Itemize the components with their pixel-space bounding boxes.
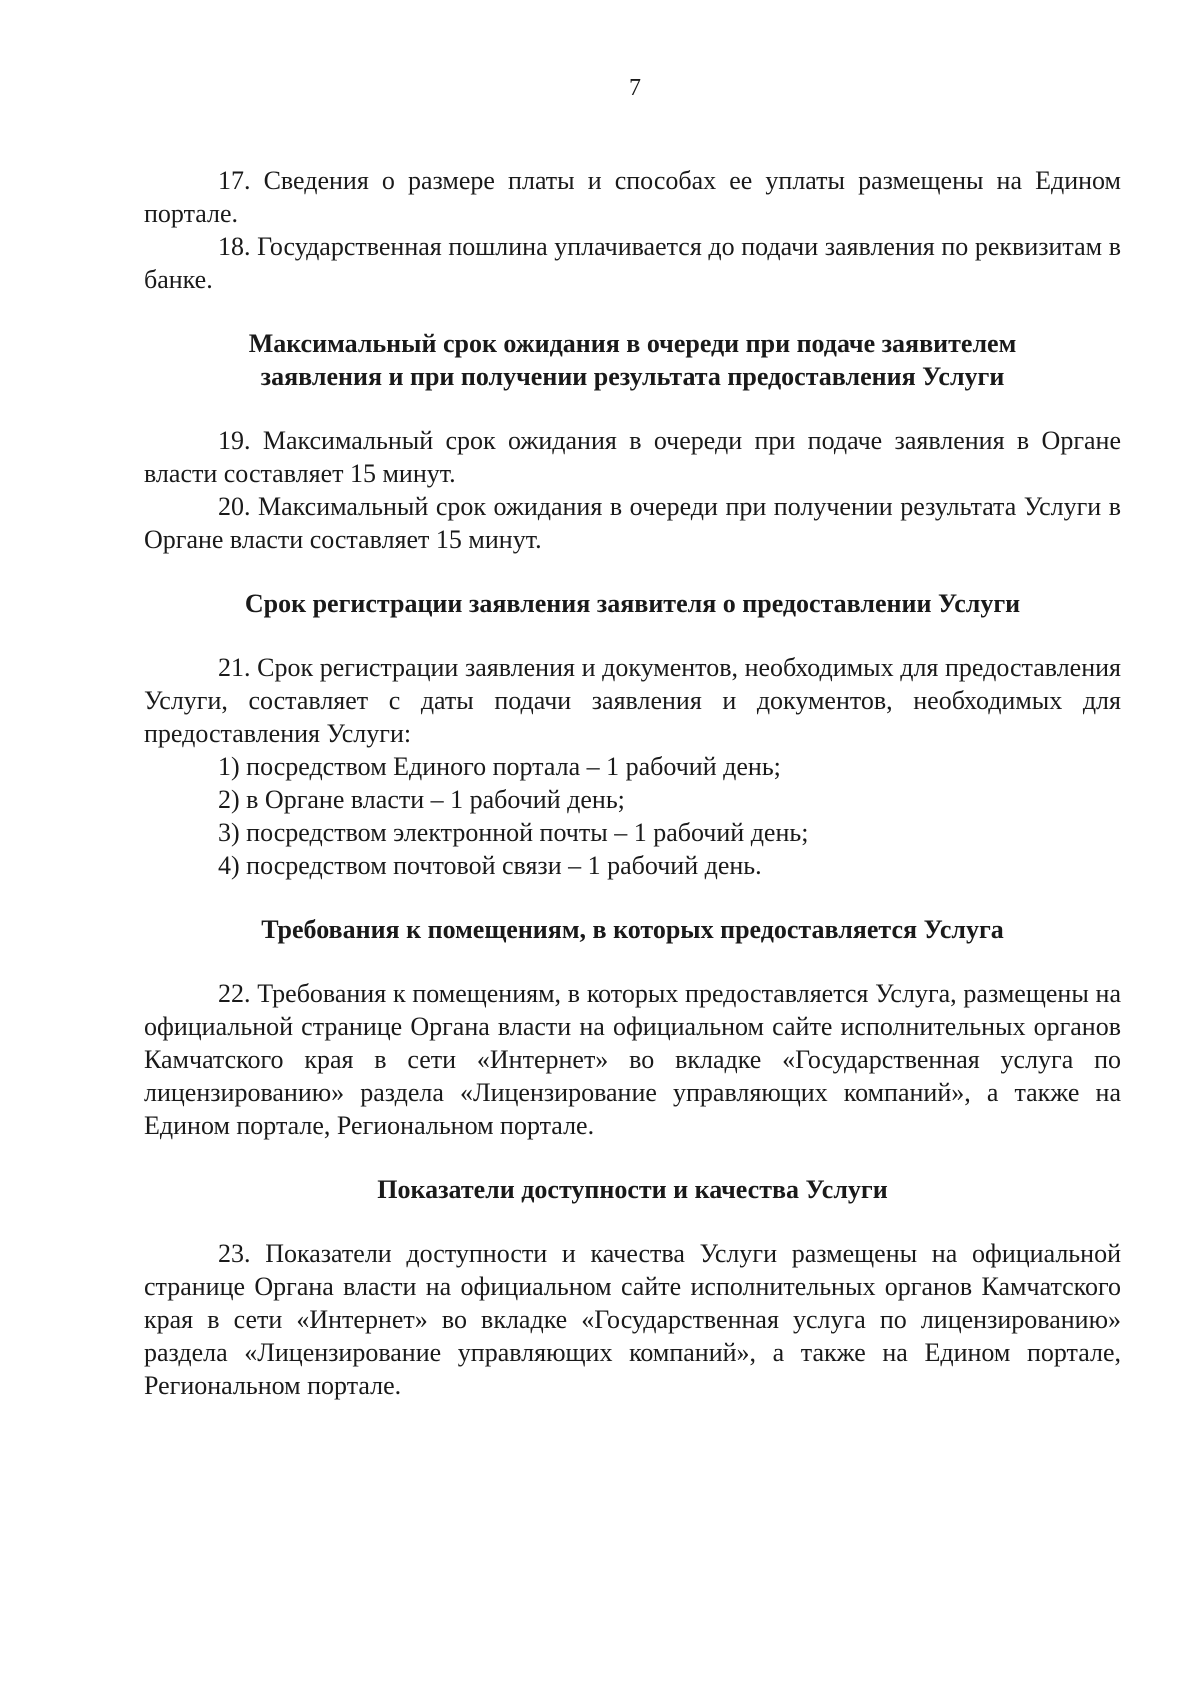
paragraph-23: 23. Показатели доступности и качества Услуги размещены на официальной странице Органа власти на официальном сайте исполнительных органов Камчатского края в сети «Интернет» во вкладке «Государственная услуга по лицензированию» раздела «Лицензирование управляющих компаний», а также на Едином портале, Региональном портале. [144,1239,1121,1400]
heading-queue-time-line2: заявления и при получении результата предоставления Услуги [260,362,1005,391]
page-number: 7 [629,75,641,101]
list-item: 3) посредством электронной почты – 1 рабочий день; [218,818,809,847]
paragraph-17: 17. Сведения о размере платы и способах ее уплаты размещены на Едином портале. [144,166,1121,228]
heading-queue-time-line1: Максимальный срок ожидания в очереди при подаче заявителем [248,329,1017,358]
paragraph-21: 21. Срок регистрации заявления и документов, необходимых для предоставления Услуги, составляет с даты подачи заявления и документов, необходимых для предоставления Услуги: [144,653,1121,748]
list-item: 4) посредством почтовой связи – 1 рабочий день. [218,851,762,880]
list-item: 2) в Органе власти – 1 рабочий день; [218,785,625,814]
paragraph-19: 19. Максимальный срок ожидания в очереди при подаче заявления в Органе власти составляет 15 минут. [144,426,1121,488]
paragraph-18: 18. Государственная пошлина уплачивается до подачи заявления по реквизитам в банке. [144,232,1121,294]
heading-quality-indicators: Показатели доступности и качества Услуги [377,1175,888,1204]
heading-registration-term: Срок регистрации заявления заявителя о предоставлении Услуги [244,589,1021,618]
paragraph-22: 22. Требования к помещениям, в которых предоставляется Услуга, размещены на официальной странице Органа власти на официальном сайте исполнительных органов Камчатского края в сети «Интернет» во вкладке «Государственная услуга по лицензированию» раздела «Лицензирование управляющих компаний», а также на Едином портале, Региональном портале. [144,979,1121,1140]
heading-premises-requirements: Требования к помещениям, в которых предоставляется Услуга [261,915,1004,944]
paragraph-20: 20. Максимальный срок ожидания в очереди при получении результата Услуги в Органе власти составляет 15 минут. [144,492,1121,554]
heading-queue-time [144,327,1121,393]
list-item: 1) посредством Единого портала – 1 рабочий день; [218,752,781,781]
document-body [144,164,1121,1402]
